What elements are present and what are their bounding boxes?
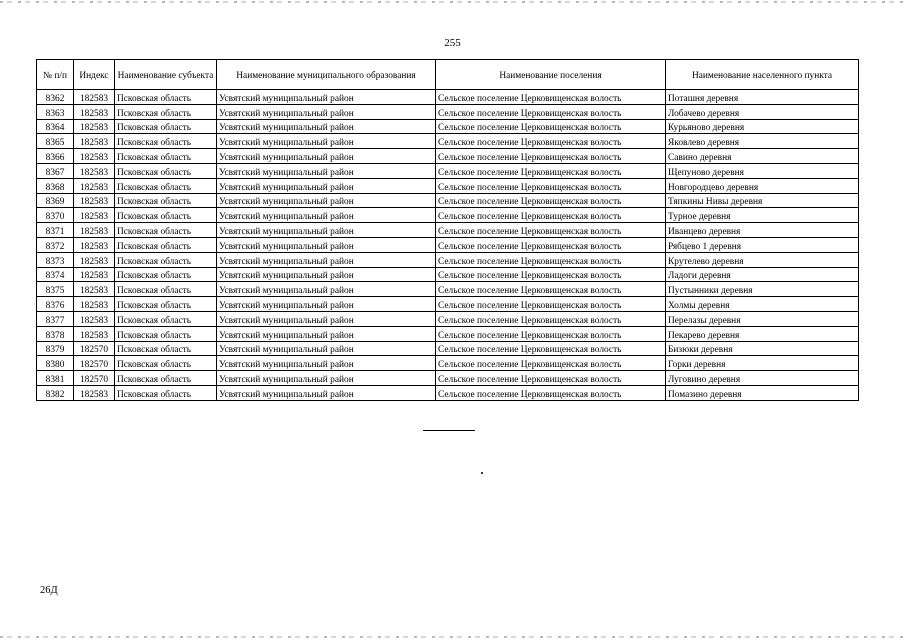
cell-index: 182583 [74, 90, 115, 105]
cell-num: 8363 [37, 104, 74, 119]
cell-settlement: Сельское поселение Церковищенская волость [436, 104, 666, 119]
cell-settlement: Сельское поселение Церковищенская волость [436, 134, 666, 149]
page-number: 255 [444, 37, 461, 49]
cell-municipality: Усвятский муниципальный район [217, 193, 436, 208]
cell-municipality: Усвятский муниципальный район [217, 341, 436, 356]
cell-municipality: Усвятский муниципальный район [217, 297, 436, 312]
cell-municipality: Усвятский муниципальный район [217, 252, 436, 267]
cell-num: 8376 [37, 297, 74, 312]
table-row [37, 356, 859, 371]
cell-settlement: Сельское поселение Церковищенская волость [436, 237, 666, 252]
cell-settlement: Сельское поселение Церковищенская волость [436, 178, 666, 193]
cell-num: 8370 [37, 208, 74, 223]
table-row [37, 371, 859, 386]
cell-index: 182583 [74, 282, 115, 297]
cell-locality: Холмы деревня [666, 297, 859, 312]
cell-subject: Псковская область [115, 149, 217, 164]
table-row [37, 311, 859, 326]
cell-index: 182583 [74, 163, 115, 178]
cell-index: 182583 [74, 104, 115, 119]
cell-settlement: Сельское поселение Церковищенская волость [436, 119, 666, 134]
cell-num: 8378 [37, 326, 74, 341]
cell-settlement: Сельское поселение Церковищенская волость [436, 223, 666, 238]
cell-subject: Псковская область [115, 237, 217, 252]
cell-locality: Новгородцево деревня [666, 178, 859, 193]
cell-municipality: Усвятский муниципальный район [217, 119, 436, 134]
table-row [37, 163, 859, 178]
table-row [37, 341, 859, 356]
cell-num: 8364 [37, 119, 74, 134]
cell-locality: Турное деревня [666, 208, 859, 223]
cell-index: 182583 [74, 119, 115, 134]
cell-index: 182583 [74, 267, 115, 282]
cell-num: 8381 [37, 371, 74, 386]
cell-locality: Ладоги деревня [666, 267, 859, 282]
cell-settlement: Сельское поселение Церковищенская волость [436, 90, 666, 105]
cell-num: 8369 [37, 193, 74, 208]
cell-locality: Луговино деревня [666, 371, 859, 386]
cell-subject: Псковская область [115, 311, 217, 326]
cell-settlement: Сельское поселение Церковищенская волость [436, 326, 666, 341]
cell-subject: Псковская область [115, 385, 217, 400]
cell-subject: Псковская область [115, 341, 217, 356]
cell-subject: Псковская область [115, 252, 217, 267]
cell-locality: Рябцево 1 деревня [666, 237, 859, 252]
cell-subject: Псковская область [115, 119, 217, 134]
cell-settlement: Сельское поселение Церковищенская волость [436, 208, 666, 223]
cell-municipality: Усвятский муниципальный район [217, 149, 436, 164]
table-row [37, 90, 859, 105]
header-num: № п/п [37, 60, 74, 90]
cell-locality: Савино деревня [666, 149, 859, 164]
cell-municipality: Усвятский муниципальный район [217, 267, 436, 282]
cell-settlement: Сельское поселение Церковищенская волость [436, 267, 666, 282]
cell-num: 8382 [37, 385, 74, 400]
table-row [37, 385, 859, 400]
cell-municipality: Усвятский муниципальный район [217, 223, 436, 238]
cell-municipality: Усвятский муниципальный район [217, 163, 436, 178]
cell-subject: Псковская область [115, 282, 217, 297]
cell-num: 8374 [37, 267, 74, 282]
cell-num: 8365 [37, 134, 74, 149]
cell-municipality: Усвятский муниципальный район [217, 134, 436, 149]
cell-subject: Псковская область [115, 208, 217, 223]
cell-index: 182583 [74, 149, 115, 164]
cell-locality: Помазино деревня [666, 385, 859, 400]
cell-settlement: Сельское поселение Церковищенская волость [436, 252, 666, 267]
header-municipality: Наименование муниципального образования [217, 60, 436, 90]
scan-speck [481, 472, 483, 474]
cell-settlement: Сельское поселение Церковищенская волость [436, 356, 666, 371]
cell-locality: Тяпкины Нивы деревня [666, 193, 859, 208]
cell-num: 8366 [37, 149, 74, 164]
cell-index: 182583 [74, 223, 115, 238]
separator-line [423, 430, 475, 431]
cell-subject: Псковская область [115, 371, 217, 386]
cell-locality: Поташня деревня [666, 90, 859, 105]
cell-index: 182570 [74, 371, 115, 386]
cell-index: 182583 [74, 208, 115, 223]
header-locality: Наименование населенного пункта [666, 60, 859, 90]
table-row [37, 149, 859, 164]
cell-index: 182570 [74, 356, 115, 371]
cell-index: 182583 [74, 297, 115, 312]
cell-settlement: Сельское поселение Церковищенская волость [436, 149, 666, 164]
cell-locality: Пекарево деревня [666, 326, 859, 341]
cell-locality: Перелазы деревня [666, 311, 859, 326]
scan-artifact-bottom [0, 636, 905, 638]
cell-settlement: Сельское поселение Церковищенская волость [436, 163, 666, 178]
table-row [37, 178, 859, 193]
cell-municipality: Усвятский муниципальный район [217, 237, 436, 252]
cell-num: 8368 [37, 178, 74, 193]
cell-num: 8371 [37, 223, 74, 238]
cell-municipality: Усвятский муниципальный район [217, 356, 436, 371]
table-row [37, 223, 859, 238]
cell-settlement: Сельское поселение Церковищенская волость [436, 282, 666, 297]
cell-municipality: Усвятский муниципальный район [217, 326, 436, 341]
cell-settlement: Сельское поселение Церковищенская волость [436, 385, 666, 400]
cell-num: 8367 [37, 163, 74, 178]
cell-index: 182570 [74, 341, 115, 356]
localities-table [36, 59, 859, 401]
cell-subject: Псковская область [115, 267, 217, 282]
cell-num: 8373 [37, 252, 74, 267]
cell-settlement: Сельское поселение Церковищенская волость [436, 371, 666, 386]
cell-municipality: Усвятский муниципальный район [217, 385, 436, 400]
cell-num: 8379 [37, 341, 74, 356]
cell-municipality: Усвятский муниципальный район [217, 371, 436, 386]
cell-subject: Псковская область [115, 297, 217, 312]
table-row [37, 104, 859, 119]
cell-num: 8372 [37, 237, 74, 252]
cell-subject: Псковская область [115, 223, 217, 238]
cell-index: 182583 [74, 326, 115, 341]
cell-municipality: Усвятский муниципальный район [217, 104, 436, 119]
header-index: Индекс [74, 60, 115, 90]
cell-subject: Псковская область [115, 163, 217, 178]
table-row [37, 326, 859, 341]
cell-index: 182583 [74, 134, 115, 149]
cell-subject: Псковская область [115, 356, 217, 371]
cell-settlement: Сельское поселение Церковищенская волость [436, 193, 666, 208]
cell-locality: Бизюки деревня [666, 341, 859, 356]
cell-num: 8375 [37, 282, 74, 297]
cell-index: 182583 [74, 237, 115, 252]
table-body [37, 90, 859, 401]
cell-subject: Псковская область [115, 326, 217, 341]
cell-settlement: Сельское поселение Церковищенская волость [436, 311, 666, 326]
cell-subject: Псковская область [115, 178, 217, 193]
scan-artifact-top [0, 1, 905, 3]
cell-subject: Псковская область [115, 193, 217, 208]
table-row [37, 119, 859, 134]
cell-locality: Горки деревня [666, 356, 859, 371]
table-row [37, 193, 859, 208]
cell-settlement: Сельское поселение Церковищенская волость [436, 341, 666, 356]
cell-municipality: Усвятский муниципальный район [217, 90, 436, 105]
cell-index: 182583 [74, 385, 115, 400]
table-row [37, 282, 859, 297]
cell-locality: Курьяново деревня [666, 119, 859, 134]
cell-settlement: Сельское поселение Церковищенская волость [436, 297, 666, 312]
cell-municipality: Усвятский муниципальный район [217, 178, 436, 193]
table-row [37, 252, 859, 267]
cell-index: 182583 [74, 178, 115, 193]
cell-subject: Псковская область [115, 104, 217, 119]
cell-num: 8377 [37, 311, 74, 326]
table-header [37, 60, 859, 90]
cell-index: 182583 [74, 252, 115, 267]
cell-locality: Пустынники деревня [666, 282, 859, 297]
cell-municipality: Усвятский муниципальный район [217, 311, 436, 326]
table-row [37, 237, 859, 252]
cell-locality: Крутелево деревня [666, 252, 859, 267]
table-row [37, 134, 859, 149]
table-row [37, 208, 859, 223]
table-row [37, 267, 859, 282]
cell-locality: Лобачево деревня [666, 104, 859, 119]
header-subject: Наименование субъекта [115, 60, 217, 90]
cell-municipality: Усвятский муниципальный район [217, 208, 436, 223]
cell-municipality: Усвятский муниципальный район [217, 282, 436, 297]
table-row [37, 297, 859, 312]
header-settlement: Наименование поселения [436, 60, 666, 90]
cell-subject: Псковская область [115, 134, 217, 149]
cell-locality: Щепуново деревня [666, 163, 859, 178]
cell-subject: Псковская область [115, 90, 217, 105]
cell-locality: Яковлево деревня [666, 134, 859, 149]
cell-index: 182583 [74, 193, 115, 208]
cell-num: 8362 [37, 90, 74, 105]
footer-code: 26Д [40, 585, 58, 596]
cell-num: 8380 [37, 356, 74, 371]
cell-index: 182583 [74, 311, 115, 326]
cell-locality: Иванцево деревня [666, 223, 859, 238]
